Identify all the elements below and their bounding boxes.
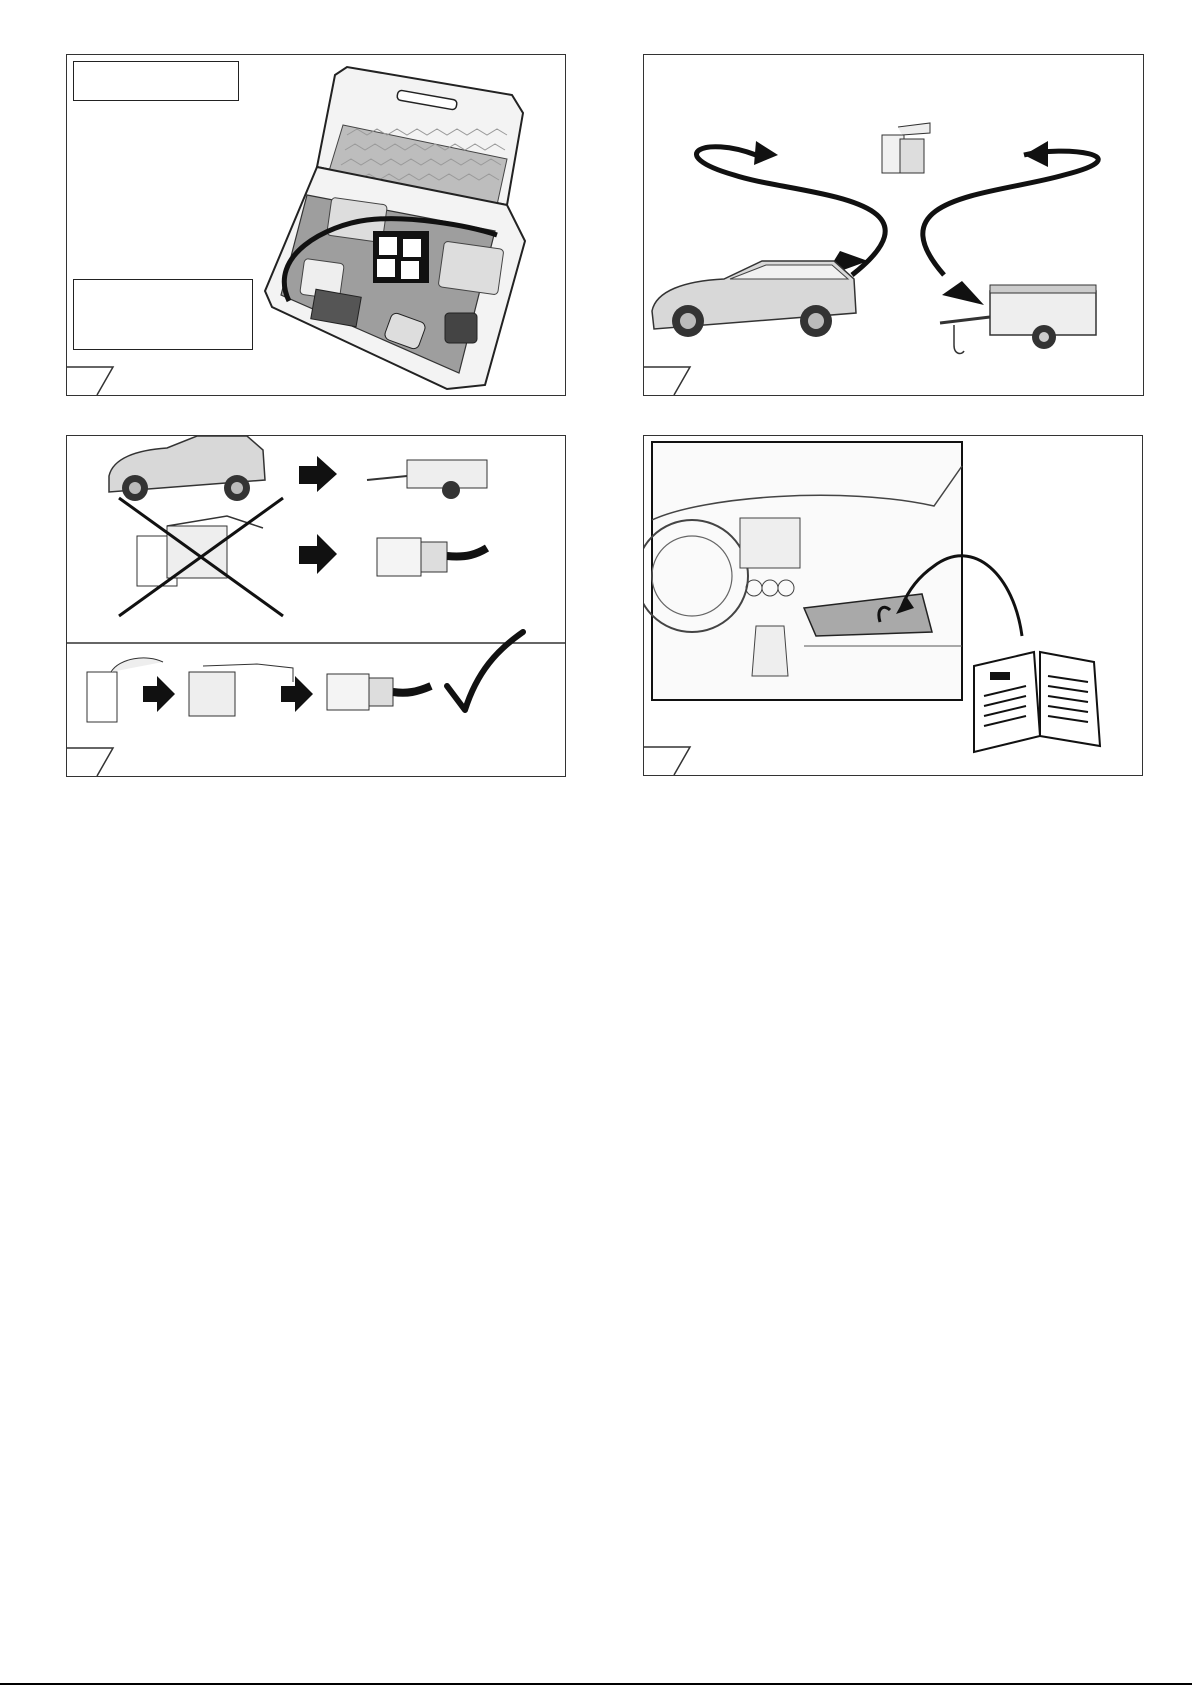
socket-icon xyxy=(189,664,293,716)
plug-icon xyxy=(377,538,487,576)
case-icon xyxy=(67,55,566,396)
arrow-icon xyxy=(281,676,313,712)
panel-kit-contents xyxy=(66,54,566,396)
manual-icon xyxy=(974,652,1100,752)
panel-vehicle-trailer xyxy=(643,54,1144,396)
car-icon xyxy=(652,261,856,337)
car-icon xyxy=(109,436,265,501)
arrow-icon xyxy=(299,456,337,492)
socket-icon xyxy=(882,123,930,173)
panel-socket-check xyxy=(66,435,566,777)
arrow-icon xyxy=(299,534,337,574)
panel-manual-glovebox xyxy=(643,435,1143,776)
arrow-icon xyxy=(143,676,175,712)
plug-icon xyxy=(327,674,431,710)
dashboard-icon xyxy=(644,442,962,700)
trailer-icon xyxy=(367,460,487,499)
